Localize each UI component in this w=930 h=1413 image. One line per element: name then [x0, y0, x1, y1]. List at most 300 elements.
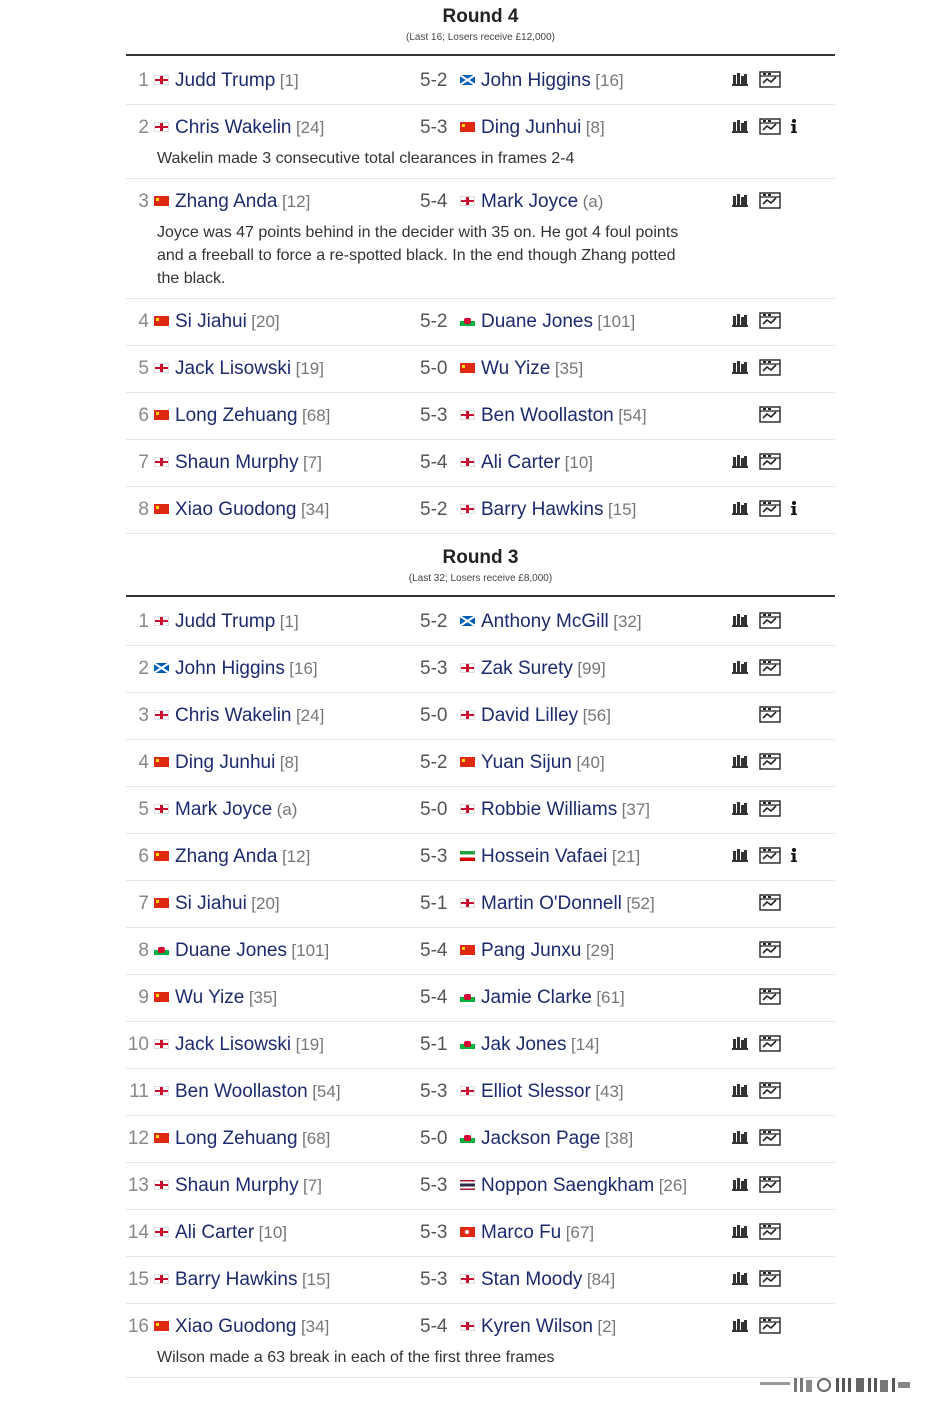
player-seed: [34] [300, 500, 330, 519]
head-to-head-icon[interactable] [732, 1116, 748, 1162]
round-subtitle: (Last 32; Losers receive £8,000) [408, 573, 553, 584]
player-name-link[interactable]: Hossein Vafaei [481, 846, 608, 867]
loser-player [460, 179, 603, 226]
player-seed: [15] [607, 500, 637, 519]
watermark-graphic [760, 1376, 912, 1394]
match-list [126, 599, 835, 1378]
player-name-link[interactable]: Yuan Sijun [481, 752, 572, 773]
match-note: Wilson made a 63 break in each of the first three frames [157, 1349, 555, 1366]
round-header [126, 547, 835, 585]
loser-player [460, 487, 636, 534]
match-row [126, 1116, 835, 1163]
match-line [126, 787, 835, 833]
player-name-link[interactable]: Robbie Williams [481, 799, 618, 820]
match-row [126, 487, 835, 534]
frame-scores-icon[interactable] [759, 1116, 781, 1162]
match-line [126, 393, 835, 439]
country-flag-icon [460, 663, 475, 673]
player-seed: [14] [571, 1035, 600, 1054]
winner-player [154, 693, 324, 740]
frame-scores-icon[interactable] [759, 834, 781, 880]
player-seed: [19] [295, 359, 324, 378]
winner-player [154, 346, 324, 393]
player-seed: [40] [576, 753, 605, 772]
match-score: 5-4 [420, 191, 448, 212]
match-line [126, 1022, 835, 1068]
country-flag-icon [154, 804, 169, 814]
match-score: 5-2 [420, 611, 448, 632]
player-name-link[interactable]: Ding Junhui [175, 752, 276, 773]
frame-scores-icon[interactable] [759, 599, 781, 645]
player-name-link[interactable]: Judd Trump [175, 611, 276, 632]
match-line [126, 105, 835, 151]
match-row [126, 299, 835, 346]
player-name-link[interactable]: Jackson Page [481, 1128, 601, 1149]
player-name-link[interactable]: Ben Woollaston [175, 1081, 308, 1102]
round-header [126, 6, 835, 44]
player-seed: [29] [585, 941, 615, 960]
match-line [126, 928, 835, 974]
match-number: 12 [127, 1128, 149, 1149]
player-seed: [101] [291, 941, 330, 960]
country-flag-icon [154, 945, 169, 955]
player-name-link[interactable]: Xiao Guodong [175, 499, 297, 520]
player-name-link[interactable]: Ben Woollaston [481, 405, 614, 426]
loser-player [460, 1069, 624, 1116]
head-to-head-icon[interactable] [732, 105, 748, 151]
frame-scores-icon[interactable] [759, 928, 781, 974]
match-row [126, 881, 835, 928]
player-name-link[interactable]: Jack Lisowski [175, 358, 292, 379]
frame-scores-icon[interactable] [759, 346, 781, 392]
match-line [126, 975, 835, 1021]
match-score: 5-3 [420, 846, 448, 867]
head-to-head-icon[interactable] [732, 834, 748, 880]
country-flag-icon [460, 75, 475, 85]
head-to-head-icon[interactable] [732, 787, 748, 833]
info-icon[interactable] [790, 834, 798, 880]
match-row [126, 1163, 835, 1210]
player-seed: [8] [279, 753, 299, 772]
match-note: Joyce was 47 points behind in the decider with 35 on. He got 4 foul points and a freeball to force a re-spotted black. In the end though Zhang potted the black. [157, 224, 679, 287]
player-seed: [10] [258, 1223, 287, 1242]
winner-player [154, 975, 277, 1022]
match-row [126, 975, 835, 1022]
country-flag-icon [154, 757, 169, 767]
match-score: 5-2 [420, 70, 448, 91]
player-name-link[interactable]: Ali Carter [481, 452, 561, 473]
player-seed: (a) [276, 800, 298, 819]
winner-player [154, 299, 280, 346]
frame-scores-icon[interactable] [759, 646, 781, 692]
results-page [126, 0, 835, 1378]
match-note: Wakelin made 3 consecutive total clearances in frames 2-4 [157, 150, 575, 167]
loser-player [460, 975, 625, 1022]
head-to-head-icon[interactable] [732, 1069, 748, 1115]
country-flag-icon [460, 616, 475, 626]
head-to-head-icon[interactable] [732, 646, 748, 692]
winner-player [154, 1022, 324, 1069]
match-list [126, 58, 835, 534]
player-seed: [34] [300, 1317, 330, 1336]
country-flag-icon [460, 804, 475, 814]
frame-scores-icon[interactable] [759, 693, 781, 739]
head-to-head-icon[interactable] [732, 1304, 748, 1350]
winner-player [154, 1116, 330, 1163]
country-flag-icon [154, 851, 169, 861]
player-name-link[interactable]: Anthony McGill [481, 611, 609, 632]
info-icon[interactable] [790, 105, 798, 151]
loser-player [460, 787, 650, 834]
player-seed: [56] [582, 706, 611, 725]
player-name-link[interactable]: Elliot Slessor [481, 1081, 591, 1102]
frame-scores-icon[interactable] [759, 1257, 781, 1303]
country-flag-icon [154, 457, 169, 467]
match-number: 13 [127, 1175, 149, 1196]
frame-scores-icon[interactable] [759, 881, 781, 927]
country-flag-icon [460, 1180, 475, 1190]
match-row [126, 393, 835, 440]
match-number: 3 [138, 191, 149, 212]
player-name-link[interactable]: Zhang Anda [175, 191, 278, 212]
country-flag-icon [154, 316, 169, 326]
match-number: 2 [138, 117, 149, 138]
winner-player [154, 179, 310, 226]
player-name-link[interactable]: Chris Wakelin [175, 705, 292, 726]
frame-scores-icon[interactable] [759, 740, 781, 786]
country-flag-icon [460, 898, 475, 908]
country-flag-icon [460, 1227, 475, 1237]
round-title: Round 4 [442, 6, 519, 27]
country-flag-icon [460, 1039, 475, 1049]
player-seed: [26] [658, 1176, 688, 1195]
country-flag-icon [154, 196, 169, 206]
player-seed: [7] [303, 1176, 322, 1195]
loser-player [460, 105, 605, 152]
player-seed: [32] [613, 612, 642, 631]
winner-player [154, 646, 318, 693]
country-flag-icon [460, 122, 475, 132]
player-name-link[interactable]: Si Jiahui [175, 893, 247, 914]
match-row [126, 693, 835, 740]
player-name-link[interactable]: John Higgins [481, 70, 591, 91]
round-section [126, 534, 835, 1378]
match-line [126, 881, 835, 927]
winner-player [154, 740, 299, 787]
player-name-link[interactable]: Jak Jones [481, 1034, 567, 1055]
frame-scores-icon[interactable] [759, 1022, 781, 1068]
player-seed: [54] [312, 1082, 341, 1101]
loser-player [460, 440, 593, 487]
match-score: 5-4 [420, 1316, 448, 1337]
country-flag-icon [460, 316, 475, 326]
country-flag-icon [460, 1274, 475, 1284]
country-flag-icon [154, 410, 169, 420]
match-line [126, 440, 835, 486]
player-seed: [38] [604, 1129, 634, 1148]
player-seed: [24] [295, 118, 325, 137]
frame-scores-icon[interactable] [759, 299, 781, 345]
round-subtitle: (Last 16; Losers receive £12,000) [406, 32, 555, 43]
winner-player [154, 487, 329, 534]
frame-scores-icon[interactable] [759, 393, 781, 439]
head-to-head-icon[interactable] [732, 740, 748, 786]
info-icon[interactable] [790, 487, 798, 533]
country-flag-icon [460, 457, 475, 467]
loser-player [460, 1116, 633, 1163]
player-name-link[interactable]: Kyren Wilson [481, 1316, 593, 1337]
player-name-link[interactable]: Shaun Murphy [175, 1175, 299, 1196]
player-seed: [16] [595, 71, 624, 90]
match-score: 5-3 [420, 1175, 448, 1196]
match-row [126, 599, 835, 646]
match-score: 5-4 [420, 452, 448, 473]
head-to-head-icon[interactable] [732, 179, 748, 225]
player-name-link[interactable]: Jamie Clarke [481, 987, 592, 1008]
match-score: 5-3 [420, 1269, 448, 1290]
match-score: 5-3 [420, 1081, 448, 1102]
winner-player [154, 1210, 287, 1257]
match-line [126, 599, 835, 645]
player-seed: [68] [302, 406, 331, 425]
country-flag-icon [460, 710, 475, 720]
match-row [126, 346, 835, 393]
match-score: 5-4 [420, 940, 448, 961]
player-name-link[interactable]: Barry Hawkins [481, 499, 604, 520]
country-flag-icon [154, 616, 169, 626]
player-seed: [68] [302, 1129, 331, 1148]
player-name-link[interactable]: Si Jiahui [175, 311, 247, 332]
head-to-head-icon[interactable] [732, 58, 748, 104]
frame-scores-icon[interactable] [759, 1210, 781, 1256]
match-line [126, 179, 835, 225]
frame-scores-icon[interactable] [759, 1069, 781, 1115]
player-name-link[interactable]: John Higgins [175, 658, 285, 679]
loser-player [460, 1163, 687, 1210]
loser-player [460, 1304, 616, 1351]
match-line [126, 1210, 835, 1256]
country-flag-icon [154, 75, 169, 85]
match-number: 7 [138, 452, 149, 473]
match-score: 5-3 [420, 1222, 448, 1243]
player-name-link[interactable]: Long Zehuang [175, 1128, 298, 1149]
match-number: 10 [127, 1034, 149, 1055]
country-flag-icon [154, 663, 169, 673]
player-seed: [8] [585, 118, 605, 137]
country-flag-icon [154, 1086, 169, 1096]
winner-player [154, 393, 330, 440]
head-to-head-icon[interactable] [732, 440, 748, 486]
loser-player [460, 1257, 615, 1304]
country-flag-icon [154, 898, 169, 908]
match-score: 5-3 [420, 658, 448, 679]
player-name-link[interactable]: David Lilley [481, 705, 579, 726]
match-score: 5-2 [420, 311, 448, 332]
player-name-link[interactable]: Noppon Saengkham [481, 1175, 655, 1196]
player-seed: [52] [626, 894, 655, 913]
match-number: 1 [138, 70, 149, 91]
country-flag-icon [460, 992, 475, 1002]
player-name-link[interactable]: Judd Trump [175, 70, 276, 91]
frame-scores-icon[interactable] [759, 787, 781, 833]
frame-scores-icon[interactable] [759, 179, 781, 225]
player-name-link[interactable]: Duane Jones [481, 311, 593, 332]
player-name-link[interactable]: Long Zehuang [175, 405, 298, 426]
country-flag-icon [460, 196, 475, 206]
player-seed: [15] [301, 1270, 331, 1289]
country-flag-icon [460, 1086, 475, 1096]
loser-player [460, 928, 614, 975]
player-seed: (a) [582, 192, 604, 211]
loser-player [460, 1022, 599, 1069]
player-name-link[interactable]: Marco Fu [481, 1222, 562, 1243]
frame-scores-icon[interactable] [759, 105, 781, 151]
head-to-head-icon[interactable] [732, 599, 748, 645]
player-seed: [24] [295, 706, 325, 725]
country-flag-icon [460, 1133, 475, 1143]
frame-scores-icon[interactable] [759, 440, 781, 486]
match-row [126, 1304, 835, 1378]
match-row [126, 928, 835, 975]
player-name-link[interactable]: Pang Junxu [481, 940, 582, 961]
player-name-link[interactable]: Barry Hawkins [175, 1269, 298, 1290]
match-score: 5-3 [420, 405, 448, 426]
player-name-link[interactable]: Zhang Anda [175, 846, 278, 867]
match-row [126, 740, 835, 787]
match-score: 5-0 [420, 358, 448, 379]
match-line [126, 1304, 835, 1350]
player-name-link[interactable]: Zak Surety [481, 658, 573, 679]
player-seed: [2] [597, 1317, 617, 1336]
country-flag-icon [154, 1274, 169, 1284]
country-flag-icon [460, 757, 475, 767]
frame-scores-icon[interactable] [759, 1304, 781, 1350]
match-line [126, 1116, 835, 1162]
player-seed: [20] [251, 312, 280, 331]
match-number: 3 [138, 705, 149, 726]
match-number: 16 [127, 1316, 149, 1337]
player-seed: [101] [597, 312, 636, 331]
country-flag-icon [460, 945, 475, 955]
frame-scores-icon[interactable] [759, 1163, 781, 1209]
match-row [126, 105, 835, 179]
match-number: 4 [138, 752, 149, 773]
match-number: 5 [138, 358, 149, 379]
country-flag-icon [154, 122, 169, 132]
country-flag-icon [154, 992, 169, 1002]
winner-player [154, 58, 299, 105]
match-row [126, 646, 835, 693]
player-name-link[interactable]: Shaun Murphy [175, 452, 299, 473]
match-row [126, 1069, 835, 1116]
player-name-link[interactable]: Ding Junhui [481, 117, 582, 138]
player-name-link[interactable]: Wu Yize [481, 358, 551, 379]
match-number: 6 [138, 405, 149, 426]
player-seed: [67] [565, 1223, 595, 1242]
match-score: 5-2 [420, 752, 448, 773]
head-to-head-icon[interactable] [732, 299, 748, 345]
head-to-head-icon[interactable] [732, 487, 748, 533]
player-seed: [54] [618, 406, 647, 425]
match-row [126, 834, 835, 881]
player-seed: [12] [281, 192, 311, 211]
match-score: 5-0 [420, 799, 448, 820]
country-flag-icon [154, 1039, 169, 1049]
player-name-link[interactable]: Wu Yize [175, 987, 245, 1008]
country-flag-icon [154, 1133, 169, 1143]
player-seed: [35] [554, 359, 584, 378]
loser-player [460, 834, 640, 881]
frame-scores-icon[interactable] [759, 975, 781, 1021]
country-flag-icon [154, 1321, 169, 1331]
head-to-head-icon[interactable] [732, 1257, 748, 1303]
match-score: 5-0 [420, 705, 448, 726]
head-to-head-icon[interactable] [732, 346, 748, 392]
match-number: 8 [138, 940, 149, 961]
head-to-head-icon[interactable] [732, 1210, 748, 1256]
player-name-link[interactable]: Jack Lisowski [175, 1034, 292, 1055]
winner-player [154, 1257, 330, 1304]
match-line [126, 346, 835, 392]
player-seed: [19] [295, 1035, 324, 1054]
match-score: 5-0 [420, 1128, 448, 1149]
match-number: 1 [138, 611, 149, 632]
head-to-head-icon[interactable] [732, 1022, 748, 1068]
match-number: 14 [127, 1222, 149, 1243]
match-line [126, 740, 835, 786]
loser-player [460, 599, 642, 646]
frame-scores-icon[interactable] [759, 487, 781, 533]
match-number: 15 [127, 1269, 149, 1290]
player-seed: [99] [577, 659, 606, 678]
player-seed: [12] [281, 847, 311, 866]
winner-player [154, 834, 310, 881]
country-flag-icon [460, 1321, 475, 1331]
match-line [126, 646, 835, 692]
winner-player [154, 881, 280, 928]
loser-player [460, 299, 635, 346]
player-seed: [61] [596, 988, 625, 1007]
match-score: 5-4 [420, 987, 448, 1008]
player-name-link[interactable]: Mark Joyce [175, 799, 273, 820]
player-name-link[interactable]: Chris Wakelin [175, 117, 292, 138]
frame-scores-icon[interactable] [759, 58, 781, 104]
player-name-link[interactable]: Martin O'Donnell [481, 893, 622, 914]
round-title: Round 3 [442, 547, 519, 568]
player-name-link[interactable]: Duane Jones [175, 940, 287, 961]
match-row [126, 1210, 835, 1257]
player-name-link[interactable]: Xiao Guodong [175, 1316, 297, 1337]
round-section [126, 0, 835, 534]
loser-player [460, 58, 624, 105]
winner-player [154, 1304, 329, 1351]
loser-player [460, 740, 605, 787]
country-flag-icon [154, 504, 169, 514]
player-name-link[interactable]: Mark Joyce [481, 191, 579, 212]
match-line [126, 299, 835, 345]
match-score: 5-3 [420, 117, 448, 138]
match-number: 7 [138, 893, 149, 914]
match-row [126, 58, 835, 105]
player-name-link[interactable]: Stan Moody [481, 1269, 583, 1290]
match-score: 5-1 [420, 893, 448, 914]
match-line [126, 693, 835, 739]
match-number: 8 [138, 499, 149, 520]
head-to-head-icon[interactable] [732, 1163, 748, 1209]
match-row [126, 440, 835, 487]
player-name-link[interactable]: Ali Carter [175, 1222, 255, 1243]
loser-player [460, 881, 655, 928]
